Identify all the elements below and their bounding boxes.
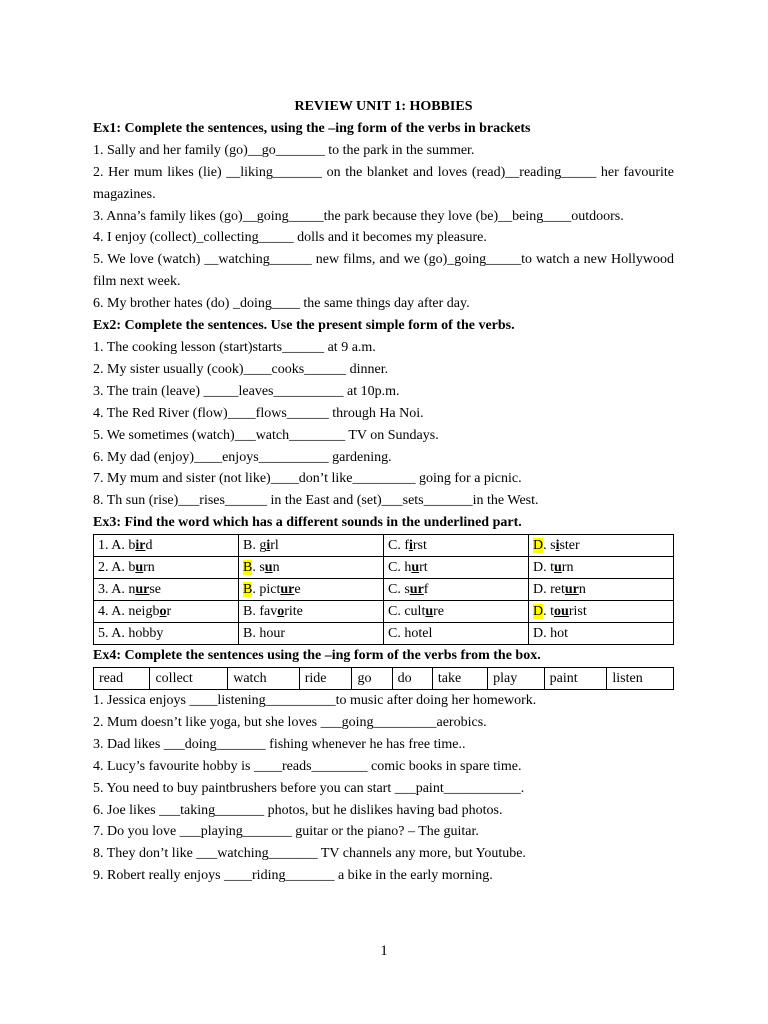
underlined-part: ou xyxy=(554,603,569,619)
ex3-table xyxy=(93,534,674,645)
underlined-part: u xyxy=(425,603,434,619)
table-row xyxy=(94,535,674,557)
ex1-sentence-4: 4. I enjoy (collect)_collecting_____ dolls and it becomes my pleasure. xyxy=(93,230,487,246)
word-box-cell: collect xyxy=(150,668,228,690)
underlined-part: i xyxy=(555,537,560,553)
ex2-heading: Ex2: Complete the sentences. Use the present simple form of the verbs. xyxy=(93,318,515,334)
worksheet-content xyxy=(93,96,674,887)
ex2-sentence-4: 4. The Red River (flow)____flows______ through Ha Noi. xyxy=(93,405,424,421)
option-text: d xyxy=(145,537,153,553)
option-text: C. h xyxy=(388,559,412,575)
ex1-sentence-3: 3. Anna’s family likes (go)__going_____the park because they love (be)__being____outdoors. xyxy=(93,208,624,224)
option-cell: D. hot xyxy=(529,623,674,645)
underlined-part: ur xyxy=(280,581,295,597)
option-cell xyxy=(384,557,529,579)
option-text: rt xyxy=(419,559,428,575)
ex3-heading: Ex3: Find the word which has a different sounds in the underlined part. xyxy=(93,515,522,531)
highlighted-answer: D xyxy=(533,603,544,619)
underlined-part: u xyxy=(264,559,273,575)
word-box-cell: listen xyxy=(607,668,674,690)
option-text: . t xyxy=(543,603,555,619)
ex4-sentence-3: 3. Dad likes ___doing_______ fishing whenever he has free time.. xyxy=(93,736,466,752)
underlined-part: o xyxy=(159,603,167,619)
ex4-sentence-1: 1. Jessica enjoys ____listening__________to music after doing her homework. xyxy=(93,693,537,709)
ex4-sentence-7: 7. Do you love ___playing_______ guitar or the piano? – The guitar. xyxy=(93,824,479,840)
option-text: 4. A. neigb xyxy=(98,603,160,619)
ex1-heading: Ex1: Complete the sentences, using the –ing form of the verbs in brackets xyxy=(93,120,531,136)
table-row xyxy=(94,623,674,645)
ex1-sentence-5: 5. We love (watch) __watching______ new films, and we (go)_going_____to watch a new Hollywood film next week. xyxy=(93,252,674,290)
option-text: C. f xyxy=(388,537,409,553)
option-text: n xyxy=(578,581,586,597)
ex4-word-box xyxy=(93,667,674,690)
ex2-sentence-2: 2. My sister usually (cook)____cooks______ dinner. xyxy=(93,361,389,377)
option-text: 1. A. b xyxy=(98,537,136,553)
option-cell xyxy=(94,601,239,623)
option-text: B. fav xyxy=(243,603,278,619)
underlined-part: ur xyxy=(135,581,150,597)
option-text: rn xyxy=(561,559,574,575)
option-text: C. cult xyxy=(388,603,426,619)
option-text: . s xyxy=(543,537,556,553)
table-row xyxy=(94,668,674,690)
word-box-cell: watch xyxy=(228,668,300,690)
option-text: re xyxy=(433,603,445,619)
ex2-sentence-3: 3. The train (leave) _____leaves__________ at 10p.m. xyxy=(93,383,400,399)
option-cell xyxy=(384,601,529,623)
underlined-part: u xyxy=(411,559,420,575)
option-text: rite xyxy=(284,603,303,619)
option-cell xyxy=(94,557,239,579)
option-cell xyxy=(384,579,529,601)
ex4-sentence-5: 5. You need to buy paintbrushers before you can start ___paint___________. xyxy=(93,780,525,796)
option-cell xyxy=(529,535,674,557)
word-box-cell: take xyxy=(432,668,487,690)
page-title: REVIEW UNIT 1: HOBBIES xyxy=(294,99,473,114)
ex4-heading: Ex4: Complete the sentences using the –ing form of the verbs from the box. xyxy=(93,648,541,664)
option-text: D. t xyxy=(533,559,554,575)
option-text: D. ret xyxy=(533,581,565,597)
option-cell: B. hour xyxy=(239,623,384,645)
option-text: se xyxy=(149,581,162,597)
ex2-sentence-6: 6. My dad (enjoy)____enjoys__________ gardening. xyxy=(93,449,392,465)
option-cell xyxy=(239,535,384,557)
underlined-part: ur xyxy=(409,581,424,597)
highlighted-answer: B xyxy=(243,559,253,575)
option-text: rst xyxy=(412,537,427,553)
word-box-cell: play xyxy=(488,668,545,690)
ex1-sentence-2: 2. Her mum likes (lie) __liking_______ on the blanket and loves (read)__reading_____ her favourite magazines. xyxy=(93,164,674,202)
option-text: rist xyxy=(568,603,587,619)
ex4-sentence-9: 9. Robert really enjoys ____riding_______ a bike in the early morning. xyxy=(93,868,493,884)
word-box-cell: go xyxy=(352,668,392,690)
underlined-part: ir xyxy=(135,537,146,553)
option-cell xyxy=(529,579,674,601)
ex4-sentence-8: 8. They don’t like ___watching_______ TV channels any more, but Youtube. xyxy=(93,846,526,862)
option-text: 3. A. n xyxy=(98,581,136,597)
ex1-sentence-1: 1. Sally and her family (go)__go_______ to the park in the summer. xyxy=(93,142,475,158)
table-row xyxy=(94,557,674,579)
option-text: e xyxy=(294,581,301,597)
option-text: rl xyxy=(270,537,279,553)
option-text: f xyxy=(423,581,429,597)
option-cell xyxy=(239,557,384,579)
option-cell xyxy=(529,557,674,579)
ex1-sentence-6: 6. My brother hates (do) _doing____ the same things day after day. xyxy=(93,296,470,312)
underlined-part: i xyxy=(409,537,413,553)
option-text: . pict xyxy=(252,581,281,597)
option-cell xyxy=(239,579,384,601)
option-text: C. s xyxy=(388,581,410,597)
word-box-cell: ride xyxy=(299,668,352,690)
underlined-part: u xyxy=(554,559,562,575)
option-cell xyxy=(239,601,384,623)
option-text: r xyxy=(166,603,172,619)
ex2-sentence-1: 1. The cooking lesson (start)starts______ at 9 a.m. xyxy=(93,339,376,355)
ex4-sentence-2: 2. Mum doesn’t like yoga, but she loves ___going_________aerobics. xyxy=(93,714,487,730)
option-cell xyxy=(529,601,674,623)
word-box-cell: do xyxy=(392,668,432,690)
option-cell xyxy=(94,535,239,557)
word-box-cell: paint xyxy=(544,668,607,690)
highlighted-answer: B xyxy=(243,581,253,597)
option-text: 2. A. b xyxy=(98,559,136,575)
highlighted-answer: D xyxy=(533,537,544,553)
option-text: . s xyxy=(252,559,265,575)
option-cell: C. hotel xyxy=(384,623,529,645)
option-text: rn xyxy=(143,559,155,575)
underlined-part: i xyxy=(266,537,271,553)
ex2-sentence-7: 7. My mum and sister (not like)____don’t like_________ going for a picnic. xyxy=(93,471,522,487)
ex2-sentence-5: 5. We sometimes (watch)___watch________ TV on Sundays. xyxy=(93,427,439,443)
underlined-part: u xyxy=(135,559,144,575)
table-row xyxy=(94,579,674,601)
option-cell: 5. A. hobby xyxy=(94,623,239,645)
word-box-cell: read xyxy=(94,668,150,690)
option-cell xyxy=(384,535,529,557)
underlined-part: o xyxy=(277,603,285,619)
page-number: 1 xyxy=(380,943,388,959)
option-text: B. g xyxy=(243,537,267,553)
ex2-sentence-8: 8. Th sun (rise)___rises______ in the East and (set)___sets_______in the West. xyxy=(93,493,539,509)
table-row xyxy=(94,601,674,623)
ex4-sentence-6: 6. Joe likes ___taking_______ photos, but he dislikes having bad photos. xyxy=(93,802,503,818)
underlined-part: ur xyxy=(564,581,579,597)
option-text: n xyxy=(272,559,280,575)
ex4-sentence-4: 4. Lucy’s favourite hobby is ____reads________ comic books in spare time. xyxy=(93,758,522,774)
option-text: ster xyxy=(559,537,580,553)
option-cell xyxy=(94,579,239,601)
